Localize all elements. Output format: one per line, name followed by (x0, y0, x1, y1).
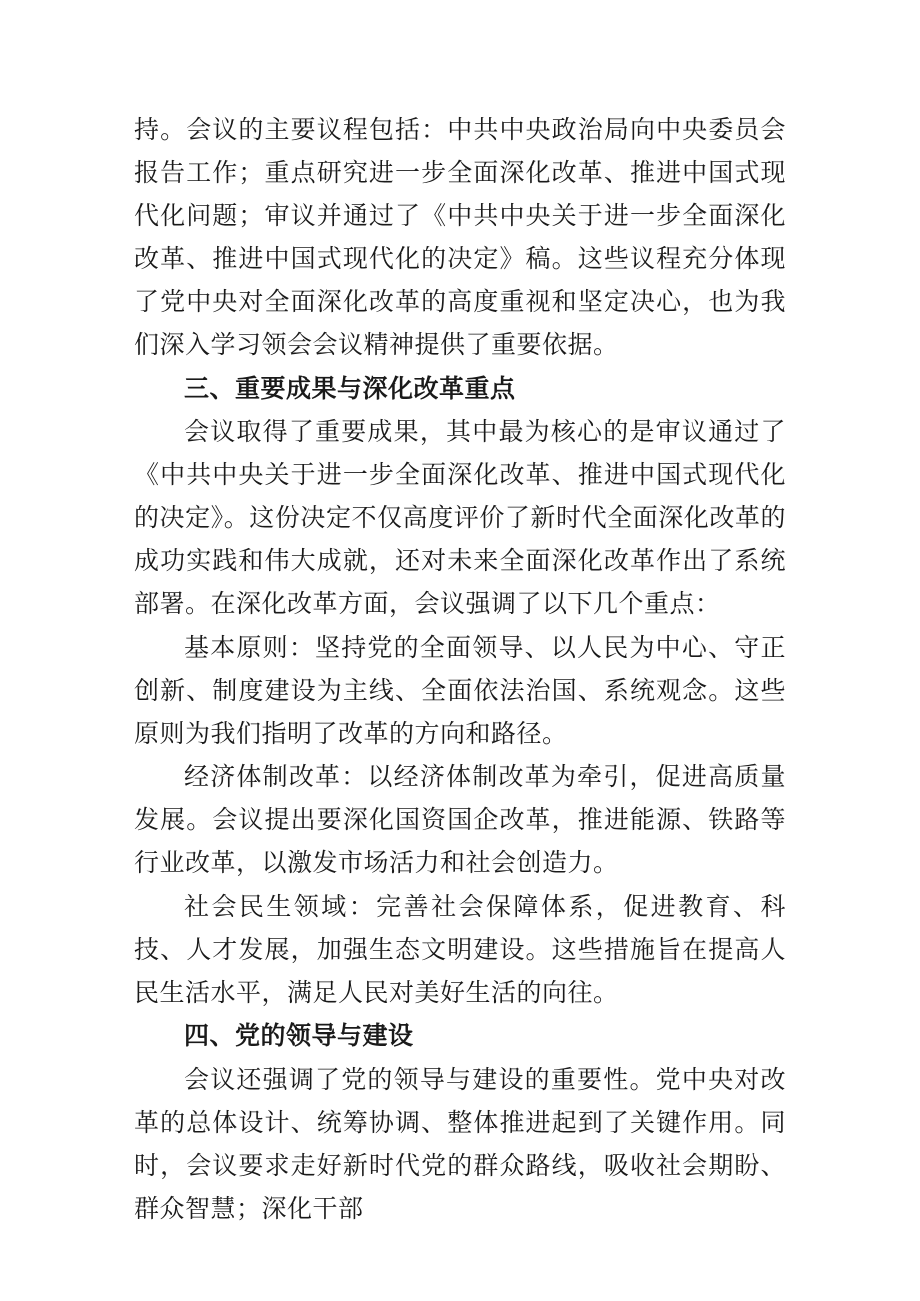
paragraph-social-livelihood: 社会民生领域：完善社会保障体系，促进教育、科技、人才发展，加强生态文明建设。这些措施旨在提高人民生活水平，满足人民对美好生活的向往。 (134, 891, 786, 1007)
document-body (134, 108, 786, 1230)
paragraph-economic-reform: 经济体制改革：以经济体制改革为牵引，促进高质量发展。会议提出要深化国资国企改革，推进能源、铁路等行业改革，以激发市场活力和社会创造力。 (134, 762, 786, 877)
paragraph-basic-principles: 基本原则：坚持党的全面领导、以人民为中心、守正创新、制度建设为主线、全面依法治国、系统观念。这些原则为我们指明了改革的方向和路径。 (134, 632, 786, 748)
paragraph-party-leadership: 会议还强调了党的领导与建设的重要性。党中央对改革的总体设计、统筹协调、整体推进起到了关键作用。同时，会议要求走好新时代党的群众路线，吸收社会期盼、群众智慧；深化干部 (134, 1064, 786, 1223)
section-heading-3: 三、重要成果与深化改革重点 (184, 373, 516, 403)
paragraph-agenda: 持。会议的主要议程包括：中共中央政治局向中央委员会报告工作；重点研究进一步全面深化改革、推进中国式现代化问题；审议并通过了《中共中央关于进一步全面深化改革、推进中国式现代化的决定》稿。这些议程充分体现了党中央对全面深化改革的高度重视和坚定决心，也为我们深入学习领会会议精神提供了重要依据。 (134, 115, 786, 359)
paragraph-achievements: 会议取得了重要成果，其中最为核心的是审议通过了《中共中央关于进一步全面深化改革、推进中国式现代化的决定》。这份决定不仅高度评价了新时代全面深化改革的成功实践和伟大成就，还对未来全面深化改革作出了系统部署。在深化改革方面，会议强调了以下几个重点： (134, 417, 786, 618)
section-heading-4: 四、党的领导与建设 (184, 1021, 414, 1050)
